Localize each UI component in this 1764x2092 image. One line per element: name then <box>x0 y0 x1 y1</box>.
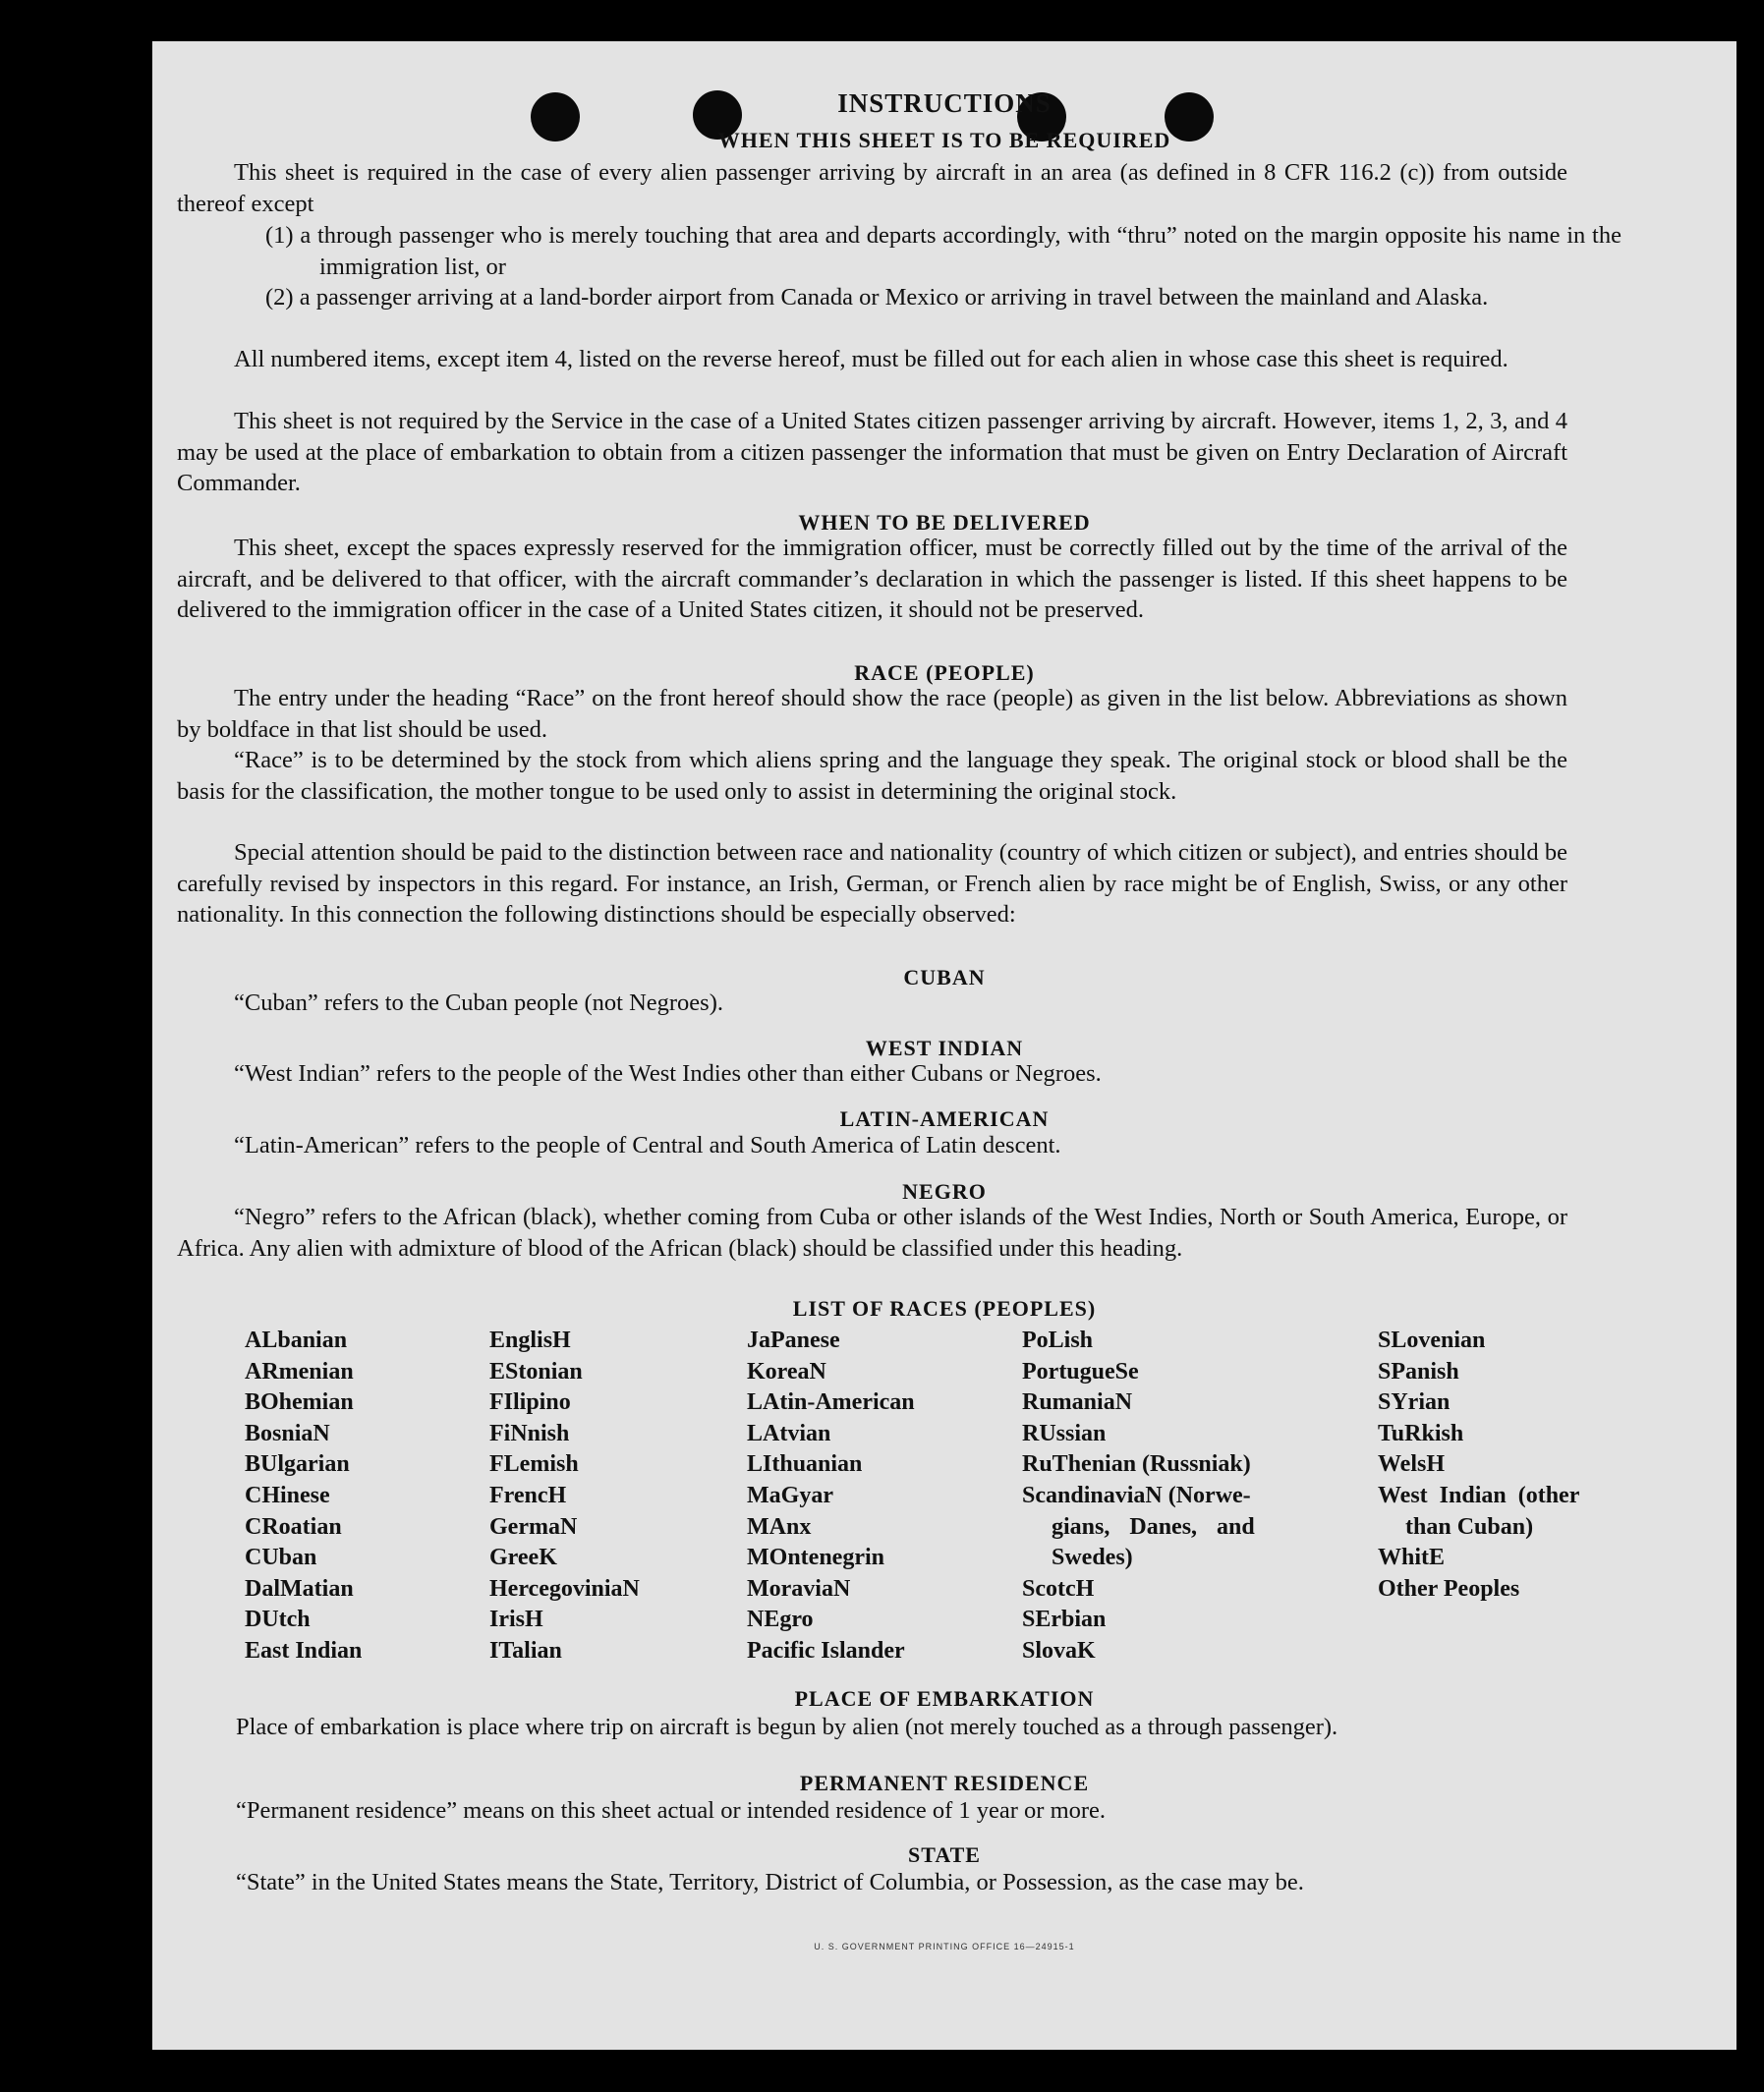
paragraph: The entry under the heading “Race” on the front hereof should show the race (people) as given in the list below. Abbreviations as shown by boldface in that list should be used. <box>177 685 1567 743</box>
paragraph: (2) a passenger arriving at a land-border airport from Canada or Mexico or arriving in travel between the mainland and Alaska. <box>265 284 1489 311</box>
race-item: MAnx <box>747 1513 812 1540</box>
paragraph: Special attention should be paid to the distinction between race and nationality (country of which citizen or subject), and entries should be carefully revised by inspectors in this regard. For instance, an Irish, German, or French alien by race might be of English, Swiss, or any other nationality. In this connection the following distinctions should be especially observed: <box>177 839 1567 928</box>
paragraph: This sheet is required in the case of every alien passenger arriving by aircraft in an area (as defined in 8 CFR 116.2 (c)) from outside thereof except <box>177 159 1567 217</box>
race-item: Pacific Islander <box>747 1637 905 1664</box>
printer-imprint: U. S. GOVERNMENT PRINTING OFFICE 16—24915-1 <box>814 1942 1075 1951</box>
section-heading: LATIN-AMERICAN <box>839 1106 1050 1131</box>
race-item: ARmenian <box>245 1358 354 1385</box>
race-item: MoraviaN <box>747 1575 851 1602</box>
race-item: CUban <box>245 1545 317 1571</box>
section-heading: WEST INDIAN <box>865 1036 1024 1060</box>
race-item: SYrian <box>1378 1389 1451 1416</box>
race-item: ALbanian <box>245 1328 348 1353</box>
race-item: West Indian (other <box>1378 1482 1580 1508</box>
race-list-column <box>1378 1326 1633 1605</box>
paragraph: This sheet, except the spaces expressly reserved for the immigration officer, must be correctly filled out by the time of the arrival of the aircraft, and be delivered to that officer, with the aircraft commander’s declaration in which the passenger is listed. If this sheet happens to be delivered to the immigration officer in the case of a United States citizen, it should not be preserved. <box>177 535 1567 623</box>
paragraph: “State” in the United States means the State, Territory, District of Columbia, or Possession, as the case may be. <box>236 1869 1304 1895</box>
section-heading: WHEN THIS SHEET IS TO BE REQUIRED <box>717 128 1171 152</box>
race-item: LAtvian <box>747 1420 831 1446</box>
race-list-column <box>1022 1326 1317 1668</box>
paragraph: All numbered items, except item 4, listed on the reverse hereof, must be filled out for each alien in whose case this sheet is required. <box>234 346 1508 372</box>
race-item: DalMatian <box>245 1575 354 1602</box>
race-item: TuRkish <box>1378 1420 1464 1446</box>
race-item: SLovenian <box>1378 1328 1486 1353</box>
section-heading: PLACE OF EMBARKATION <box>794 1686 1095 1711</box>
section-heading: NEGRO <box>902 1179 987 1204</box>
race-item: GermaN <box>489 1513 578 1540</box>
race-item: WelsH <box>1378 1451 1446 1478</box>
race-item: PortugueSe <box>1022 1358 1139 1385</box>
race-item: ScotcH <box>1022 1575 1095 1602</box>
race-list-column <box>747 1326 983 1668</box>
race-item: BUlgarian <box>245 1451 350 1478</box>
page-title: INSTRUCTIONS <box>837 88 1052 118</box>
paragraph: “West Indian” refers to the people of the West Indies other than either Cubans or Negroes. <box>234 1060 1102 1087</box>
race-item: Swedes) <box>1052 1545 1133 1571</box>
paragraph: Place of embarkation is place where trip on aircraft is begun by alien (not merely touched as a through passenger). <box>236 1714 1338 1740</box>
race-list-column <box>489 1326 706 1668</box>
race-item: CRoatian <box>245 1513 342 1540</box>
race-item: IrisH <box>489 1607 543 1633</box>
race-item: ITalian <box>489 1637 562 1664</box>
paragraph: “Negro” refers to the African (black), whether coming from Cuba or other islands of the West Indies, North or South America, Europe, or Africa. Any alien with admixture of blood of the African (black) should be classified under this heading. <box>177 1204 1567 1262</box>
race-item: NEgro <box>747 1607 814 1633</box>
paragraph: “Latin-American” refers to the people of Central and South America of Latin descent. <box>234 1132 1061 1159</box>
race-item: than Cuban) <box>1405 1513 1534 1540</box>
race-item: LIthuanian <box>747 1451 863 1478</box>
race-item: SErbian <box>1022 1607 1107 1633</box>
race-item: BosniaN <box>245 1420 330 1446</box>
paragraph: This sheet is not required by the Service in the case of a United States citizen passenger arriving by aircraft. However, items 1, 2, 3, and 4 may be used at the place of embarkation to obtain from a citizen passenger the information that must be given on Entry Declaration of Aircraft Commander. <box>177 408 1567 496</box>
section-heading: WHEN TO BE DELIVERED <box>798 510 1091 535</box>
paragraph: “Permanent residence” means on this sheet actual or intended residence of 1 year or more. <box>236 1797 1107 1824</box>
race-item: FiNnish <box>489 1420 570 1446</box>
race-item: BOhemian <box>245 1389 354 1416</box>
section-heading: STATE <box>908 1842 981 1867</box>
race-item: GreeK <box>489 1545 557 1571</box>
paragraph: “Cuban” refers to the Cuban people (not Negroes). <box>234 989 723 1016</box>
race-item: JaPanese <box>747 1328 840 1353</box>
paragraph: (1) a through passenger who is merely touching that area and departs accordingly, with “thru” noted on the margin opposite his name in the immigration list, or <box>265 222 1622 280</box>
race-item: LAtin-American <box>747 1389 915 1416</box>
section-heading: LIST OF RACES (PEOPLES) <box>792 1296 1097 1321</box>
race-item: Other Peoples <box>1378 1575 1520 1602</box>
race-item: RumaniaN <box>1022 1389 1133 1416</box>
section-heading: CUBAN <box>903 965 986 989</box>
race-item: FIlipino <box>489 1389 571 1416</box>
race-item: East Indian <box>245 1637 363 1664</box>
race-item: MaGyar <box>747 1482 833 1508</box>
race-item: ScandinaviaN (Norwe- <box>1022 1482 1251 1508</box>
race-item: FrencH <box>489 1482 567 1508</box>
section-heading: RACE (PEOPLE) <box>854 660 1035 685</box>
race-item: MOntenegrin <box>747 1545 884 1571</box>
race-list-column <box>245 1326 441 1668</box>
race-item: SlovaK <box>1022 1637 1096 1664</box>
race-item: EnglisH <box>489 1328 571 1353</box>
race-item: KoreaN <box>747 1358 826 1385</box>
paragraph: “Race” is to be determined by the stock from which aliens spring and the language they speak. The original stock or blood shall be the basis for the classification, the mother tongue to be used only to assist in determining the original stock. <box>177 747 1567 805</box>
race-item: EStonian <box>489 1358 583 1385</box>
document-sheet <box>152 41 1736 2050</box>
race-item: RuThenian (Russniak) <box>1022 1451 1251 1478</box>
race-item: SPanish <box>1378 1358 1459 1385</box>
race-item: CHinese <box>245 1482 330 1508</box>
race-item: DUtch <box>245 1607 311 1633</box>
race-item: RUssian <box>1022 1420 1107 1446</box>
race-item: PoLish <box>1022 1328 1094 1353</box>
race-item: WhitE <box>1378 1545 1446 1571</box>
section-heading: PERMANENT RESIDENCE <box>799 1771 1090 1795</box>
race-item: gians, Danes, and <box>1052 1513 1255 1540</box>
race-item: HercegoviniaN <box>489 1575 640 1602</box>
race-item: FLemish <box>489 1451 579 1478</box>
